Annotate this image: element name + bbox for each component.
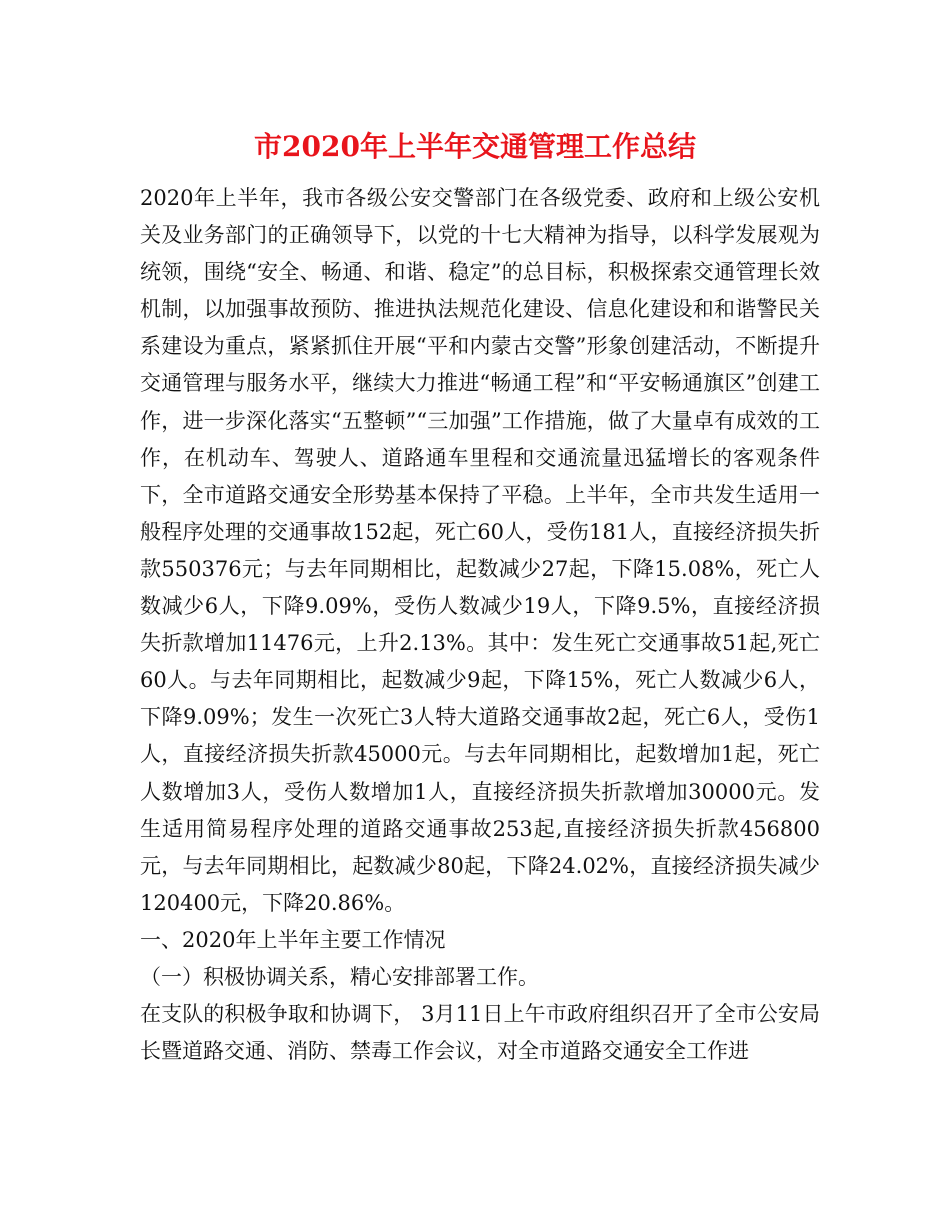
subsection-heading: （一）积极协调关系，精心安排部署工作。: [140, 964, 539, 989]
intro-paragraph: 2020年上半年，我市各级公安交警部门在各级党委、政府和上级公安机关及业务部门的正确领导下，以党的十七大精神为指导，以科学发展观为统领，围绕“安全、畅通、和谐、稳定”的总目标，积极探索交通管理长效机制，以加强事故预防、推进执法规范化建设、信息化建设和和谐警民关系建设为重点，紧紧抓住开展“平和内蒙古交警”形象创建活动，不断提升交通管理与服务水平，继续大力推进“畅通工程”和“平安畅通旗区”创建工作，进一步深化落实“五整顿”“三加强”工作措施，做了大量卓有成效的工作，在机动车、驾驶人、道路通车里程和交通流量迅猛增长的客观条件下，全市道路交通安全形势基本保持了平稳。上半年，全市共发生适用一般程序处理的交通事故152起，死亡60人，受伤181人，直接经济损失折款550376元；与去年同期相比，起数减少27起，下降15.08%，死亡人数减少6人，下降9.09%，受伤人数减少19人，下降9.5%，直接经济损失折款增加11476元，上升2.13%。其中：发生死亡交通事故51起,死亡60人。与去年同期相比，起数减少9起，下降15%，死亡人数减少6人，下降9.09%；发生一次死亡3人特大道路交通事故2起，死亡6人，受伤1人，直接经济损失折款45000元。与去年同期相比，起数增加1起，死亡人数增加3人，受伤人数增加1人，直接经济损失折款增加30000元。发生适用简易程序处理的道路交通事故253起,直接经济损失折款456800元，与去年同期相比，起数减少80起，下降24.02%，直接经济损失减少120400元，下降20.86%。: [140, 186, 820, 915]
document-body: [140, 180, 820, 1070]
section-heading: 一、2020年上半年主要工作情况: [140, 927, 446, 952]
body-paragraph: 在支队的积极争取和协调下， 3月11日上午市政府组织召开了全市公安局长暨道路交通、消防、禁毒工作会议，对全市道路交通安全工作进: [140, 1002, 820, 1064]
document-title: 市2020年上半年交通管理工作总结: [254, 130, 696, 163]
